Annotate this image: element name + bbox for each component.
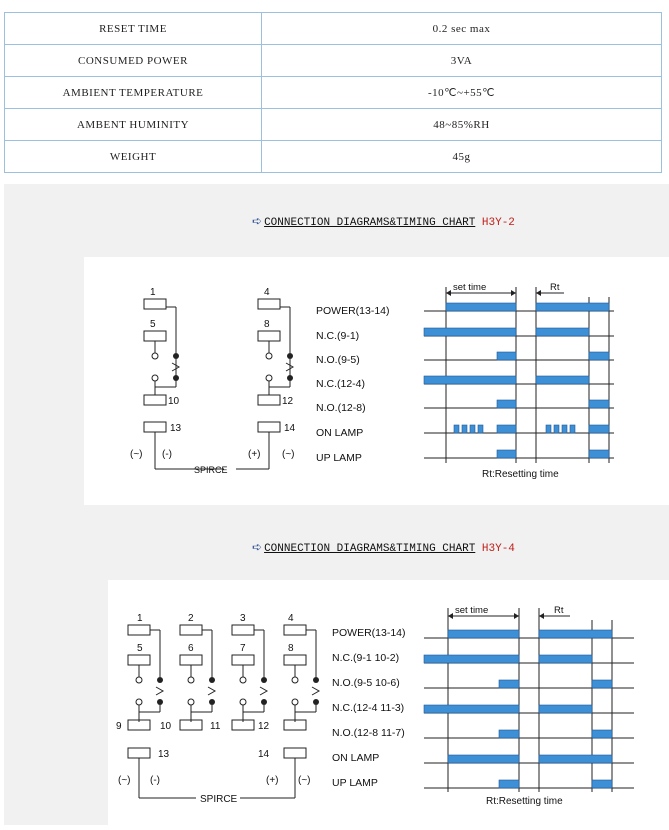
terminal-4: 4 <box>288 613 294 624</box>
terminal-13: 13 <box>170 423 182 434</box>
terminal-1: 1 <box>150 287 156 298</box>
timing-row-label: N.O.(9-5) <box>316 354 360 366</box>
model-label: H3Y-4 <box>481 543 515 555</box>
diagram-card-h3y4 <box>108 580 669 825</box>
spec-label: AMBENT HUMINITY <box>5 109 262 141</box>
terminal-11: 11 <box>210 721 221 732</box>
diagram-card-h3y2 <box>84 257 669 505</box>
table-row <box>5 109 662 141</box>
table-row <box>5 13 662 45</box>
spirce-label: SPIRCE <box>194 465 228 475</box>
arrow-icon: ➪ <box>252 215 263 229</box>
resetting-time-caption: Rt:Resetting time <box>486 796 563 807</box>
spec-value: -10℃~+55℃ <box>262 77 662 109</box>
timing-row-label: ON LAMP <box>316 427 364 439</box>
polarity-label: (+) <box>266 775 279 786</box>
terminal-9: 9 <box>116 721 122 732</box>
rt-label: Rt <box>550 282 560 293</box>
polarity-label: (-) <box>150 775 160 786</box>
terminal-13: 13 <box>158 749 170 760</box>
terminal-6: 6 <box>188 643 194 654</box>
spec-value: 45g <box>262 141 662 173</box>
connection-timing-diagram-h3y2 <box>84 257 669 505</box>
terminal-5: 5 <box>137 643 143 654</box>
polarity-label: (~) <box>282 449 295 460</box>
spec-label: AMBIENT TEMPERATURE <box>5 77 262 109</box>
polarity-label: (~) <box>130 449 143 460</box>
terminal-3: 3 <box>240 613 246 624</box>
spec-label: RESET TIME <box>5 13 262 45</box>
spec-label: CONSUMED POWER <box>5 45 262 77</box>
terminal-2: 2 <box>188 613 194 624</box>
timing-row-label: N.O.(12-8 11-7) <box>332 727 405 739</box>
heading-text: CONNECTION DIAGRAMS&TIMING CHART <box>264 543 476 555</box>
set-time-label: set time <box>453 282 487 293</box>
terminal-12: 12 <box>258 721 270 732</box>
resetting-time-caption: Rt:Resetting time <box>482 469 559 480</box>
terminal-10: 10 <box>160 721 172 732</box>
timing-row-label: N.O.(12-8) <box>316 402 366 414</box>
timing-row-label: N.C.(12-4) <box>316 378 366 390</box>
timing-row-label: N.O.(9-5 10-6) <box>332 677 400 689</box>
terminal-7: 7 <box>240 643 246 654</box>
model-label: H3Y-2 <box>481 217 515 229</box>
table-row <box>5 141 662 173</box>
spec-value: 0.2 sec max <box>262 13 662 45</box>
polarity-label: (~) <box>298 775 311 786</box>
terminal-14: 14 <box>284 423 296 434</box>
spec-value: 48~85%RH <box>262 109 662 141</box>
terminal-8: 8 <box>264 319 270 330</box>
terminal-1: 1 <box>137 613 143 624</box>
polarity-label: (~) <box>118 775 131 786</box>
timing-row-label: POWER(13-14) <box>316 305 390 317</box>
table-row <box>5 45 662 77</box>
terminal-12: 12 <box>282 396 294 407</box>
timing-row-label: N.C.(9-1 10-2) <box>332 652 400 664</box>
terminal-8: 8 <box>288 643 294 654</box>
timing-row-label: N.C.(12-4 11-3) <box>332 702 405 714</box>
arrow-icon: ➪ <box>252 541 263 555</box>
section-heading-h3y4 <box>252 540 515 555</box>
table-row <box>5 77 662 109</box>
timing-row-label: N.C.(9-1) <box>316 330 360 342</box>
timing-row-label: POWER(13-14) <box>332 627 406 639</box>
timing-row-label: UP LAMP <box>332 777 378 789</box>
spec-table <box>4 12 662 173</box>
section-heading-h3y2 <box>252 214 515 229</box>
polarity-label: (-) <box>162 449 172 460</box>
set-time-label: set time <box>455 605 489 616</box>
connection-timing-diagram-h3y4 <box>108 580 669 825</box>
terminal-10: 10 <box>168 396 180 407</box>
rt-label: Rt <box>554 605 564 616</box>
spec-label: WEIGHT <box>5 141 262 173</box>
spec-value: 3VA <box>262 45 662 77</box>
timing-row-label: ON LAMP <box>332 752 380 764</box>
terminal-5: 5 <box>150 319 156 330</box>
terminal-4: 4 <box>264 287 270 298</box>
timing-row-label: UP LAMP <box>316 452 362 464</box>
spirce-label: SPIRCE <box>200 794 238 805</box>
heading-text: CONNECTION DIAGRAMS&TIMING CHART <box>264 217 476 229</box>
polarity-label: (+) <box>248 449 261 460</box>
terminal-14: 14 <box>258 749 270 760</box>
